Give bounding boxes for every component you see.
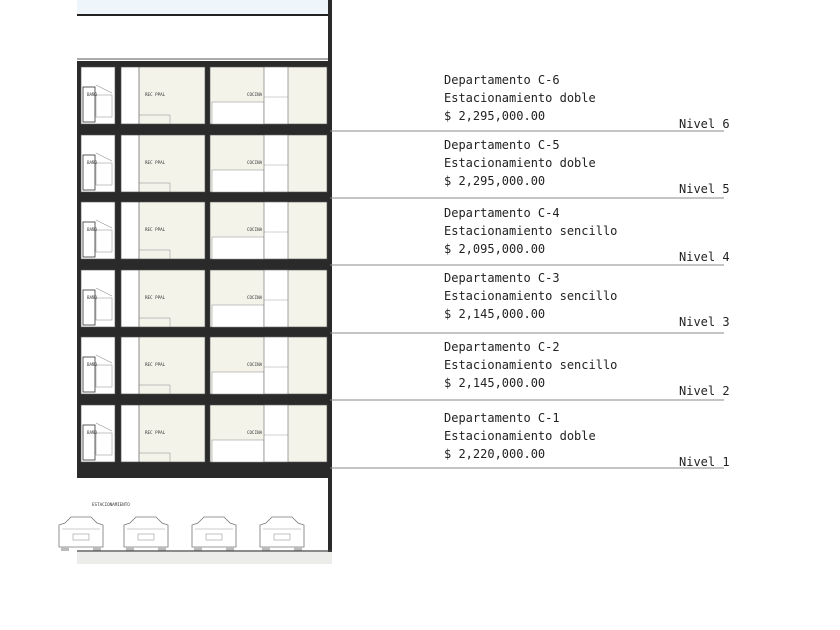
unit-parking: Estacionamiento sencillo bbox=[444, 289, 618, 303]
kitchen-cabinets bbox=[264, 337, 288, 394]
ground-base bbox=[77, 552, 332, 564]
car bbox=[192, 517, 236, 551]
car-wheel bbox=[61, 547, 69, 551]
car bbox=[124, 517, 168, 551]
floor bbox=[77, 399, 330, 467]
room-label-bedroom: REC PPAL bbox=[145, 227, 166, 232]
level-label: Nivel 3 bbox=[679, 315, 730, 329]
room-label-bath: BAÑO bbox=[87, 160, 98, 165]
unit-parking: Estacionamiento sencillo bbox=[444, 358, 618, 372]
bedroom-closet bbox=[121, 405, 139, 462]
room-label-kitchen: COCINA bbox=[247, 295, 263, 300]
unit-info-0 bbox=[444, 71, 596, 125]
room-label-bedroom: REC PPAL bbox=[145, 362, 166, 367]
bedroom-closet bbox=[121, 202, 139, 259]
bedroom-closet bbox=[121, 135, 139, 192]
car-body bbox=[59, 517, 103, 547]
unit-info-1 bbox=[444, 136, 596, 190]
unit-parking: Estacionamiento sencillo bbox=[444, 224, 618, 238]
room-label-bedroom: REC PPAL bbox=[145, 430, 166, 435]
unit-parking: Estacionamiento doble bbox=[444, 429, 596, 443]
level-label: Nivel 5 bbox=[679, 182, 730, 196]
unit-info-4 bbox=[444, 338, 617, 392]
kitchen-cabinets bbox=[264, 135, 288, 192]
room-label-kitchen: COCINA bbox=[247, 227, 263, 232]
level-label: Nivel 1 bbox=[679, 455, 730, 469]
floor-stack bbox=[77, 61, 330, 467]
unit-parking: Estacionamiento doble bbox=[444, 91, 596, 105]
floor bbox=[77, 196, 330, 264]
level-label: Nivel 4 bbox=[679, 250, 730, 264]
unit-price: $ 2,145,000.00 bbox=[444, 307, 546, 321]
kitchen-cabinets bbox=[264, 270, 288, 327]
kitchen-counter bbox=[212, 170, 264, 192]
unit-parking: Estacionamiento doble bbox=[444, 156, 596, 170]
unit-name: Departamento C-5 bbox=[444, 138, 560, 152]
room-label-kitchen: COCINA bbox=[247, 92, 263, 97]
unit-info-5 bbox=[444, 409, 596, 463]
car bbox=[260, 517, 304, 551]
unit-price: $ 2,220,000.00 bbox=[444, 447, 546, 461]
room-label-kitchen: COCINA bbox=[247, 160, 263, 165]
car-body bbox=[124, 517, 168, 547]
unit-price: $ 2,295,000.00 bbox=[444, 109, 546, 123]
unit-name: Departamento C-6 bbox=[444, 73, 560, 87]
unit-info-2 bbox=[444, 204, 617, 258]
kitchen-cabinets bbox=[264, 202, 288, 259]
room-label-bath: BAÑO bbox=[87, 295, 98, 300]
room-label-bath: BAÑO bbox=[87, 430, 98, 435]
room-label-bath: BAÑO bbox=[87, 227, 98, 232]
unit-name: Departamento C-3 bbox=[444, 271, 560, 285]
parking-label: ESTACIONAMIENTO bbox=[92, 502, 130, 507]
bedroom-closet bbox=[121, 67, 139, 124]
unit-price: $ 2,295,000.00 bbox=[444, 174, 546, 188]
kitchen-counter bbox=[212, 440, 264, 462]
bedroom-closet bbox=[121, 270, 139, 327]
room-label-bedroom: REC PPAL bbox=[145, 160, 166, 165]
car-body bbox=[192, 517, 236, 547]
parked-cars bbox=[59, 517, 304, 551]
ground-slab bbox=[77, 466, 330, 478]
kitchen-cabinets bbox=[264, 67, 288, 124]
car bbox=[59, 517, 103, 551]
kitchen-counter bbox=[212, 237, 264, 259]
floor bbox=[77, 331, 330, 399]
unit-name: Departamento C-4 bbox=[444, 206, 560, 220]
room-label-bath: BAÑO bbox=[87, 92, 98, 97]
level-label: Nivel 6 bbox=[679, 117, 730, 131]
unit-info-3 bbox=[444, 269, 617, 323]
bedroom-closet bbox=[121, 337, 139, 394]
car-body bbox=[260, 517, 304, 547]
floor bbox=[77, 129, 330, 197]
room-label-bath: BAÑO bbox=[87, 362, 98, 367]
level-label: Nivel 2 bbox=[679, 384, 730, 398]
kitchen-cabinets bbox=[264, 405, 288, 462]
kitchen-counter bbox=[212, 305, 264, 327]
unit-name: Departamento C-1 bbox=[444, 411, 560, 425]
unit-name: Departamento C-2 bbox=[444, 340, 560, 354]
room-label-bedroom: REC PPAL bbox=[145, 92, 166, 97]
roof-glass-strip bbox=[77, 0, 328, 14]
room-label-kitchen: COCINA bbox=[247, 430, 263, 435]
kitchen-counter bbox=[212, 372, 264, 394]
floor bbox=[77, 61, 330, 129]
kitchen-counter bbox=[212, 102, 264, 124]
room-label-kitchen: COCINA bbox=[247, 362, 263, 367]
room-label-bedroom: REC PPAL bbox=[145, 295, 166, 300]
unit-price: $ 2,095,000.00 bbox=[444, 242, 546, 256]
floor bbox=[77, 264, 330, 332]
unit-price: $ 2,145,000.00 bbox=[444, 376, 546, 390]
